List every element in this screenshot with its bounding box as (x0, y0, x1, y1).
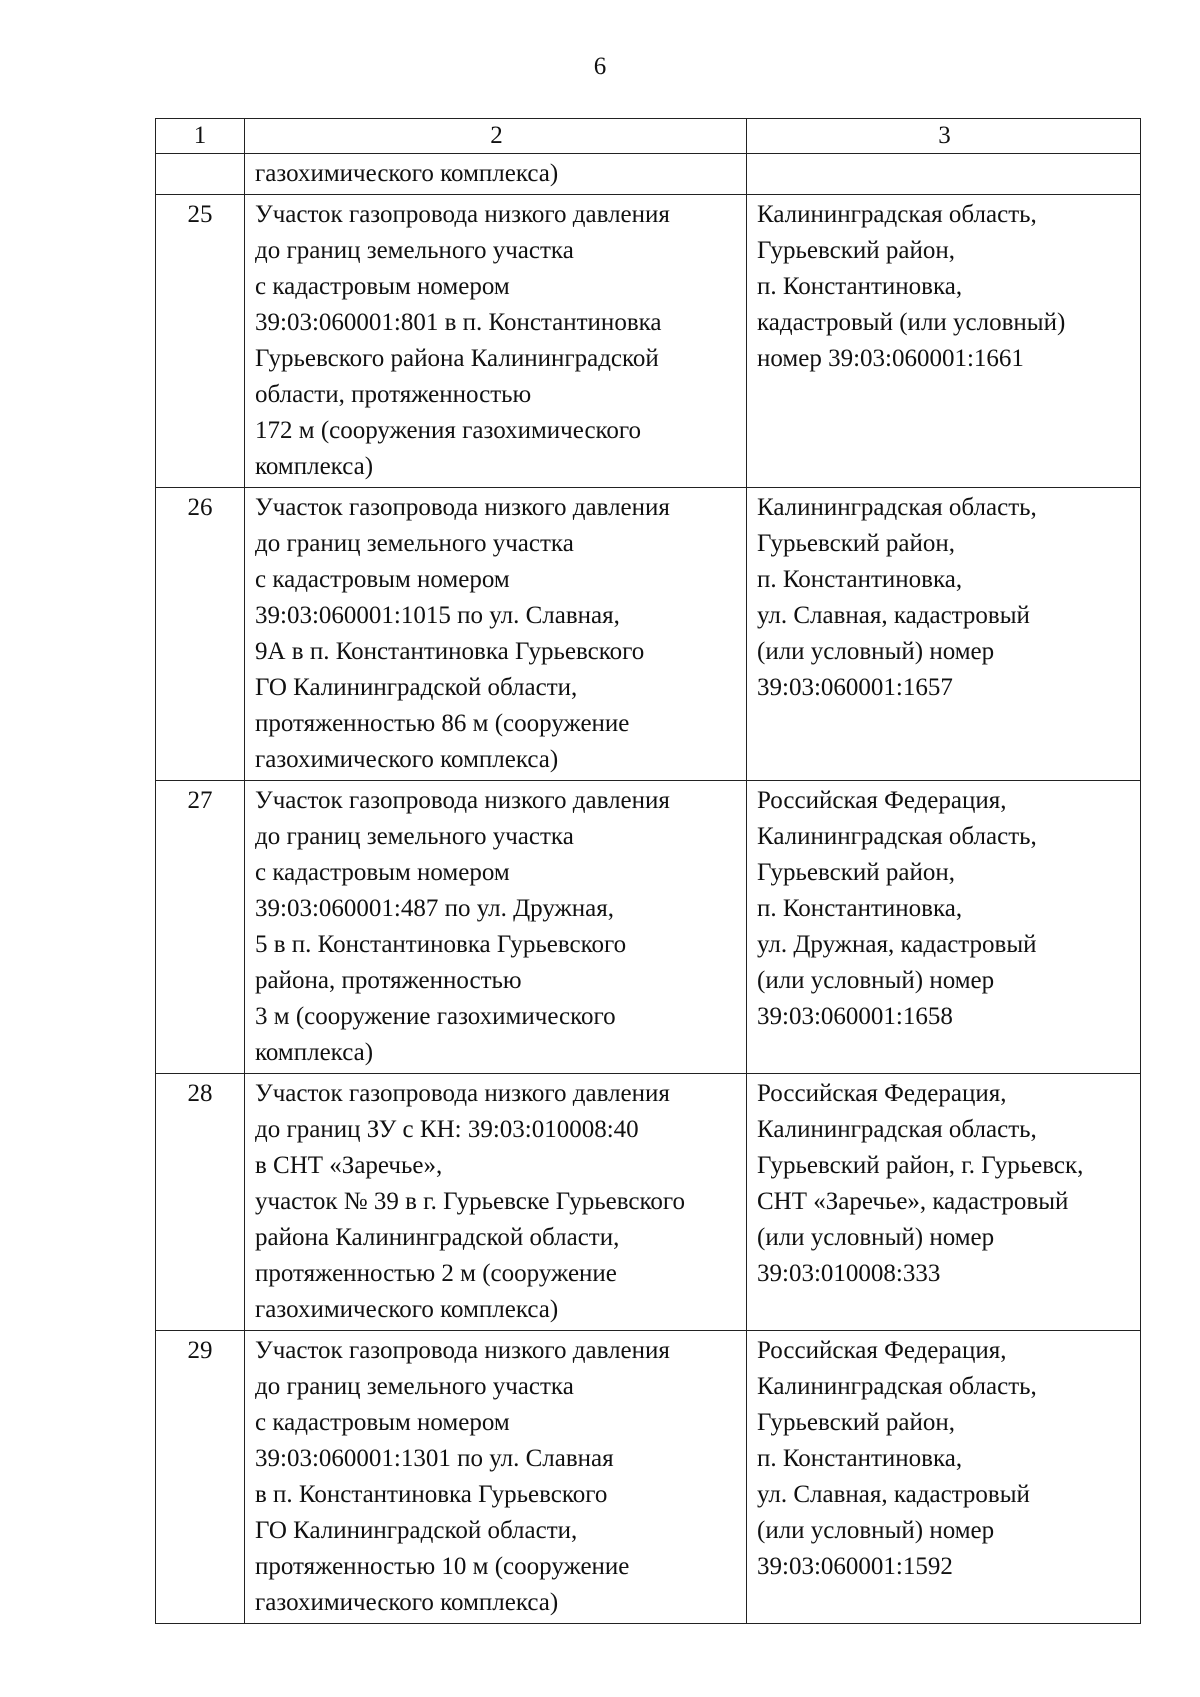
description-line: до границ земельного участка (255, 823, 574, 850)
description-line: до границ земельного участка (255, 237, 574, 264)
table-row (156, 488, 1141, 781)
row-address (747, 1331, 1141, 1624)
address-line: кадастровый (или условный) (757, 309, 1066, 336)
row-description (245, 154, 747, 195)
row-number: 29 (156, 1331, 245, 1624)
row-description (245, 1331, 747, 1624)
description-line: 39:03:060001:487 по ул. Дружная, (255, 895, 614, 922)
description-line: протяженностью 2 м (сооружение (255, 1260, 617, 1287)
row-address (747, 154, 1141, 195)
page-number: 6 (593, 53, 607, 80)
row-address (747, 195, 1141, 488)
description-line: с кадастровым номером (255, 859, 510, 886)
description-line: района, протяженностью (255, 967, 522, 994)
address-line: (или условный) номер (757, 967, 995, 994)
description-line: ГО Калининградской области, (255, 1517, 578, 1544)
header-cell-address: 3 (747, 119, 1141, 154)
address-line: Калининградская область, (757, 823, 1037, 850)
description-line: газохимического комплекса) (255, 746, 559, 773)
description-line: до границ земельного участка (255, 530, 574, 557)
description-line: в п. Константиновка Гурьевского (255, 1481, 608, 1508)
description-line: Участок газопровода низкого давления (255, 494, 670, 521)
description-line: 9А в п. Константиновка Гурьевского (255, 638, 645, 665)
row-address (747, 781, 1141, 1074)
table-row (156, 195, 1141, 488)
address-line: (или условный) номер (757, 638, 995, 665)
table-row (156, 781, 1141, 1074)
row-number: 26 (156, 488, 245, 781)
table-row (156, 1331, 1141, 1624)
row-number: 27 (156, 781, 245, 1074)
header-cell-number: 1 (156, 119, 245, 154)
address-line: Гурьевский район, (757, 859, 956, 886)
description-line: 172 м (сооружения газохимического (255, 417, 642, 444)
row-description (245, 1074, 747, 1331)
address-line: Калининградская область, (757, 201, 1037, 228)
description-line: Участок газопровода низкого давления (255, 787, 670, 814)
description-line: протяженностью 86 м (сооружение (255, 710, 630, 737)
table-row (156, 1074, 1141, 1331)
row-number (156, 154, 245, 195)
description-line: в СНТ «Заречье», (255, 1152, 443, 1179)
address-line: ул. Славная, кадастровый (757, 1481, 1030, 1508)
address-line: 39:03:010008:333 (757, 1260, 941, 1287)
table-header-row (156, 119, 1141, 154)
description-line: газохимического комплекса) (255, 160, 559, 187)
address-line: Российская Федерация, (757, 1080, 1007, 1107)
address-line: п. Константиновка, (757, 566, 963, 593)
description-line: 39:03:060001:801 в п. Константиновка (255, 309, 662, 336)
header-cell-description: 2 (245, 119, 747, 154)
address-line: Российская Федерация, (757, 787, 1007, 814)
address-line: ул. Славная, кадастровый (757, 602, 1030, 629)
address-line: СНТ «Заречье», кадастровый (757, 1188, 1069, 1215)
address-line: п. Константиновка, (757, 273, 963, 300)
description-line: с кадастровым номером (255, 1409, 510, 1436)
description-line: 39:03:060001:1015 по ул. Славная, (255, 602, 620, 629)
description-line: комплекса) (255, 453, 374, 480)
description-line: ГО Калининградской области, (255, 674, 578, 701)
continuation-row (156, 154, 1141, 195)
description-line: области, протяженностью (255, 381, 532, 408)
description-line: 5 в п. Константиновка Гурьевского (255, 931, 627, 958)
row-description (245, 195, 747, 488)
address-line: Гурьевский район, г. Гурьевск, (757, 1152, 1084, 1179)
description-line: Гурьевского района Калининградской (255, 345, 659, 372)
description-line: газохимического комплекса) (255, 1589, 559, 1616)
address-line: Калининградская область, (757, 1116, 1037, 1143)
description-line: Участок газопровода низкого давления (255, 201, 670, 228)
address-line: (или условный) номер (757, 1224, 995, 1251)
description-line: Участок газопровода низкого давления (255, 1080, 670, 1107)
description-line: комплекса) (255, 1039, 374, 1066)
address-line: п. Константиновка, (757, 895, 963, 922)
address-line: Гурьевский район, (757, 1409, 956, 1436)
row-number: 28 (156, 1074, 245, 1331)
description-line: 3 м (сооружение газохимического (255, 1003, 616, 1030)
address-line: Гурьевский район, (757, 237, 956, 264)
address-line: 39:03:060001:1592 (757, 1553, 953, 1580)
address-line: Калининградская область, (757, 494, 1037, 521)
address-line: 39:03:060001:1658 (757, 1003, 953, 1030)
description-line: с кадастровым номером (255, 273, 510, 300)
description-line: до границ ЗУ с КН: 39:03:010008:40 (255, 1116, 639, 1143)
description-line: до границ земельного участка (255, 1373, 574, 1400)
address-line: Калининградская область, (757, 1373, 1037, 1400)
row-description (245, 781, 747, 1074)
description-line: 39:03:060001:1301 по ул. Славная (255, 1445, 614, 1472)
description-line: с кадастровым номером (255, 566, 510, 593)
row-address (747, 1074, 1141, 1331)
description-line: района Калининградской области, (255, 1224, 620, 1251)
address-line: 39:03:060001:1657 (757, 674, 953, 701)
row-number: 25 (156, 195, 245, 488)
address-line: Российская Федерация, (757, 1337, 1007, 1364)
address-line: ул. Дружная, кадастровый (757, 931, 1037, 958)
registry-table (155, 118, 1141, 1624)
description-line: Участок газопровода низкого давления (255, 1337, 670, 1364)
address-line: номер 39:03:060001:1661 (757, 345, 1024, 372)
address-line: Гурьевский район, (757, 530, 956, 557)
description-line: протяженностью 10 м (сооружение (255, 1553, 630, 1580)
description-line: участок № 39 в г. Гурьевске Гурьевского (255, 1188, 685, 1215)
row-description (245, 488, 747, 781)
address-line: (или условный) номер (757, 1517, 995, 1544)
address-line: п. Константиновка, (757, 1445, 963, 1472)
description-line: газохимического комплекса) (255, 1296, 559, 1323)
row-address (747, 488, 1141, 781)
